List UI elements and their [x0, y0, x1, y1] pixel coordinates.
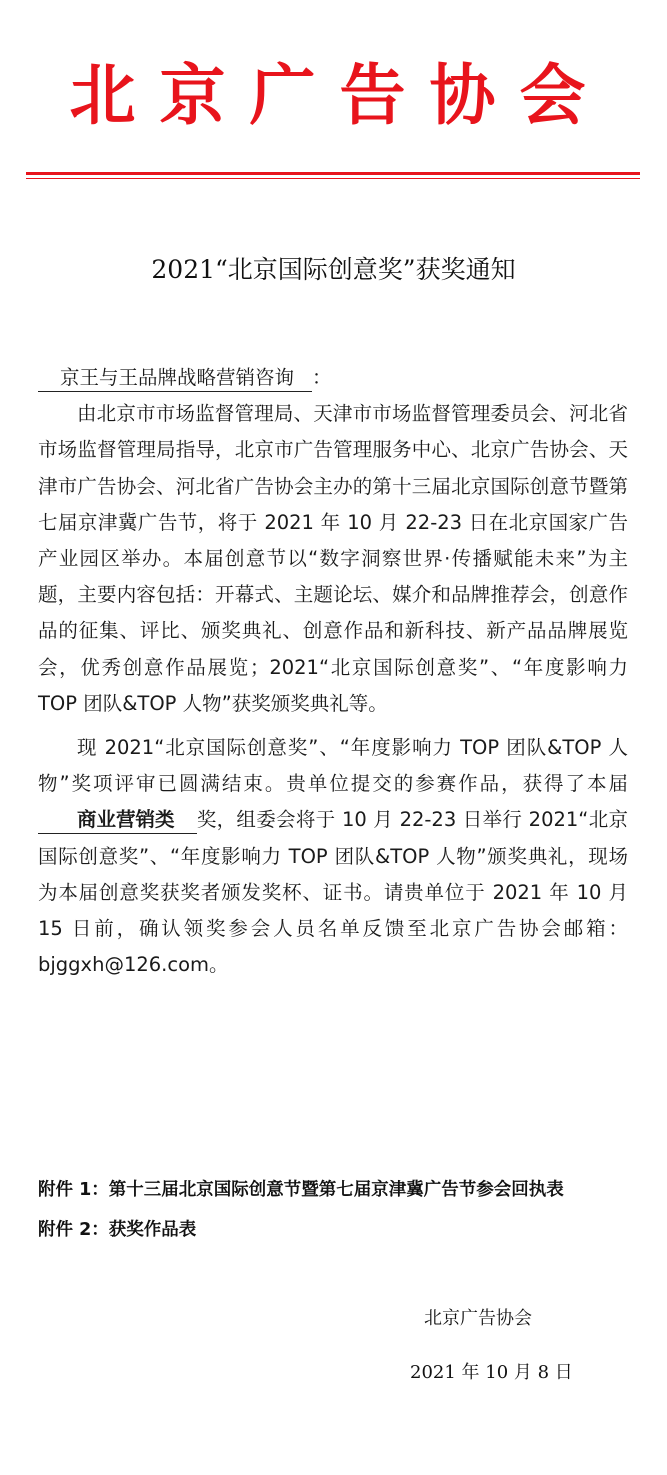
- paragraph-2-rest: 奖，组委会将于 10 月 22-23 日举行 2021“北京国际创意奖”、“年度影响力 TOP 团队&TOP 人物”颁奖典礼，现场为本届创意奖获奖者颁发奖杯、证书。请贵单位于 2021 年 10 月 15 日前，确认领奖参会人员名单反馈至北京广告协会邮箱：bjggxh@126.com。: [38, 808, 628, 977]
- letterhead-rule-thin: [26, 178, 640, 179]
- attachments-list: [38, 1172, 638, 1252]
- salutation: [38, 360, 628, 396]
- attachment-item: 附件 2：获奖作品表: [38, 1220, 197, 1240]
- letterhead-org-name: 北京广告协会: [69, 57, 610, 134]
- signature-date: 2021 年 10 月 8 日: [410, 1362, 573, 1383]
- body-paragraph-1: 由北京市市场监督管理局、天津市市场监督管理委员会、河北省市场监督管理局指导，北京市广告管理服务中心、北京广告协会、天津市广告协会、河北省广告协会主办的第十三届北京国际创意节暨第七届京津冀广告节，将于 2021 年 10 月 22-23 日在北京国家广告产业园区举办。本届创意节以“数字洞察世界·传播赋能未来”为主题，主要内容包括：开幕式、主题论坛、媒介和品牌推荐会，创意作品的征集、评比、颁奖典礼、创意作品和新科技、新产品品牌展览会，优秀创意作品展览；2021“北京国际创意奖”、“年度影响力 TOP 团队&TOP 人物”获奖颁奖典礼等。: [38, 402, 628, 715]
- attachment-item: 附件 1：第十三届北京国际创意节暨第七届京津冀广告节参会回执表: [38, 1180, 564, 1200]
- salutation-colon: ：: [312, 366, 332, 389]
- letterhead-rule-thick: [26, 172, 640, 175]
- paragraph-2-lead: 现 2021“北京国际创意奖”、“年度影响力 TOP 团队&TOP 人物”奖项评审已圆满结束。贵单位提交的参赛作品，获得了本届: [38, 736, 628, 796]
- document-body: [38, 360, 628, 983]
- body-paragraph-2: [38, 730, 628, 983]
- award-category: 商业营销类: [38, 807, 197, 834]
- document-title: 2021“北京国际创意奖”获奖通知: [151, 255, 516, 284]
- signature-organization: 北京广告协会: [424, 1308, 532, 1329]
- recipient-name: 京王与王品牌战略营销咨询: [38, 365, 312, 392]
